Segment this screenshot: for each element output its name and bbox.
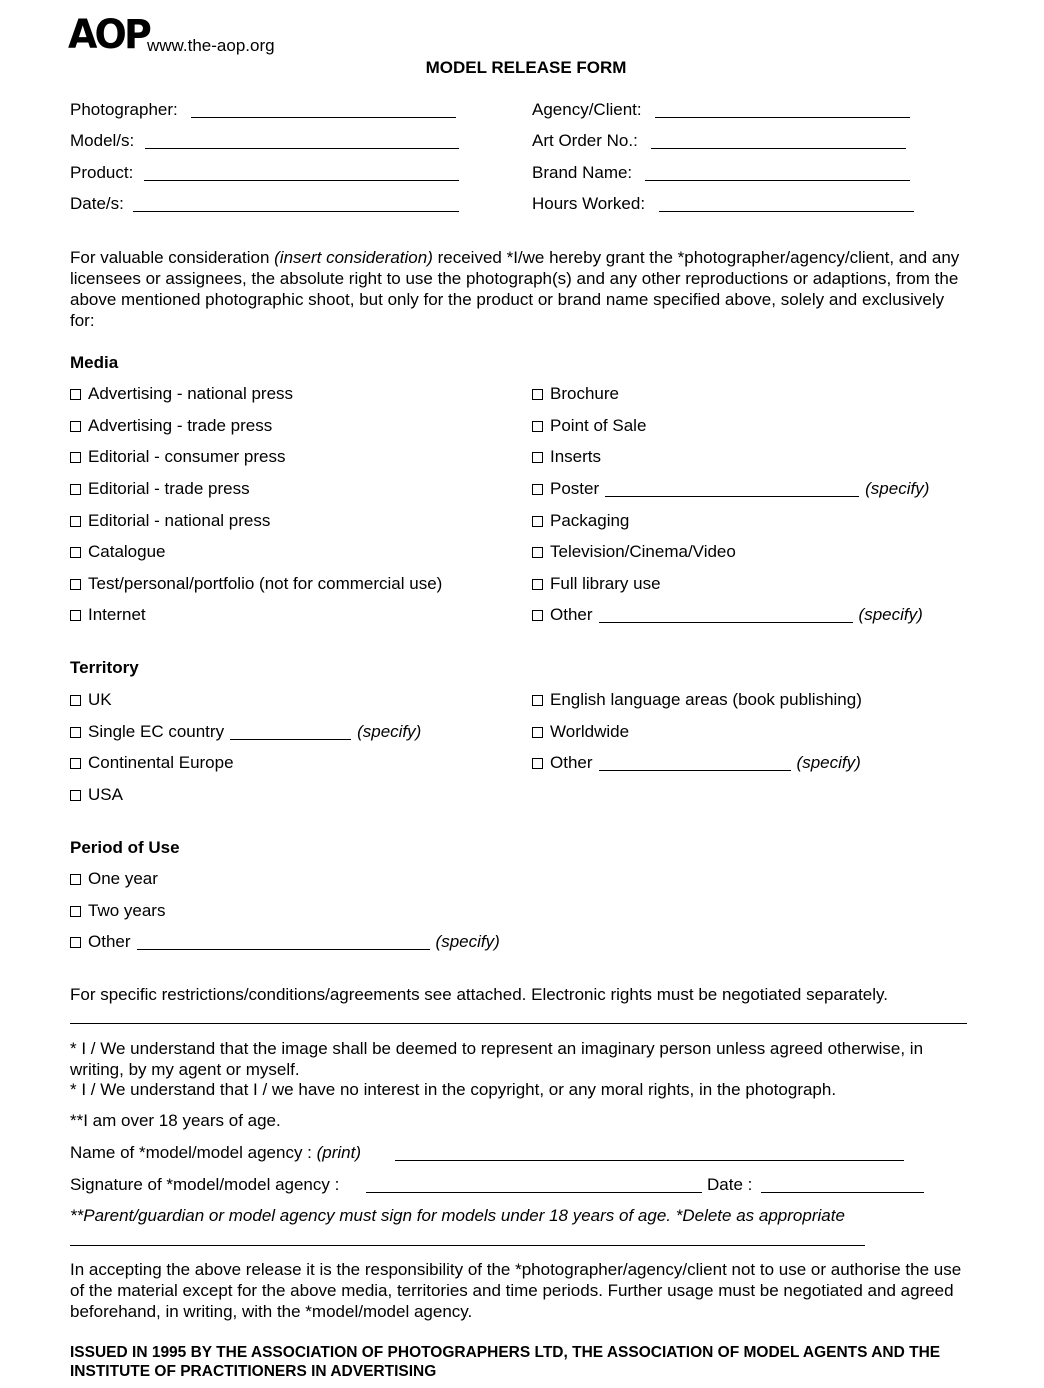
territory-option[interactable] (532, 690, 862, 710)
restrictions-text: For specific restrictions/conditions/agreements see attached. Electronic rights must be negotiated separately. (70, 985, 888, 1004)
specify-hint: (specify) (865, 479, 930, 498)
option-label: Other (88, 932, 131, 951)
media-option[interactable] (70, 479, 250, 499)
ec-country-specify-field[interactable] (230, 725, 351, 740)
restrictions-line[interactable] (70, 1023, 967, 1024)
option-label: Two years (88, 901, 166, 920)
territory-option[interactable] (532, 722, 629, 742)
media-option[interactable] (70, 605, 146, 625)
specify-hint: (specify) (435, 932, 500, 951)
poster-specify-field[interactable] (605, 482, 859, 497)
territory-option[interactable] (70, 753, 234, 773)
checkbox-icon[interactable] (70, 579, 81, 590)
period-option-other[interactable] (70, 932, 500, 952)
option-label: Advertising - national press (88, 384, 294, 403)
age-declaration: **I am over 18 years of age. (70, 1111, 281, 1130)
art-order-label: Art Order No.: (532, 131, 638, 150)
consideration-post: received *I/we hereby grant the *photographer/agency/client, and any licensees or assignees, the absolute right to use the photograph(s) and any other reproductions or adaptions, from the above mentioned photographic shoot, but only for the product or brand name specified above, solely and exclusively for: (70, 248, 960, 330)
option-label: Internet (88, 605, 146, 624)
acceptance-paragraph: In accepting the above release it is the responsibility of the *photographer/agency/client not to use or authorise the use of the material except for the above media, territories and time periods. Further usage must be negotiated and agreed beforehand, in writing, with the *model/model agency. (70, 1260, 962, 1321)
media-option[interactable] (70, 384, 293, 404)
checkbox-icon[interactable] (70, 452, 81, 463)
option-label: UK (88, 690, 112, 709)
media-option[interactable] (532, 416, 646, 436)
hours-worked-label: Hours Worked: (532, 194, 646, 213)
consideration-pre: For valuable consideration (70, 248, 275, 267)
option-label: Continental Europe (88, 753, 234, 772)
consideration-paragraph (70, 247, 970, 331)
specify-hint: (specify) (357, 722, 422, 741)
territory-heading: Territory (70, 658, 139, 677)
checkbox-icon[interactable] (70, 874, 81, 885)
option-label: Advertising - trade press (88, 416, 273, 435)
photographer-field[interactable] (191, 117, 456, 118)
imaginary-person-declaration: * I / We understand that the image shall be deemed to represent an imaginary person unless agreed otherwise, in writing, by my agent or myself. (70, 1039, 924, 1079)
guardian-signature-line[interactable] (70, 1245, 865, 1246)
media-option[interactable] (70, 447, 285, 467)
name-label (70, 1143, 361, 1163)
territory-option[interactable] (70, 785, 123, 805)
option-label: Full library use (550, 574, 661, 593)
option-label: Other (550, 605, 593, 624)
checkbox-icon[interactable] (532, 452, 543, 463)
checkbox-icon[interactable] (70, 906, 81, 917)
option-label: Poster (550, 479, 600, 498)
checkbox-icon[interactable] (70, 389, 81, 400)
dates-field[interactable] (133, 211, 459, 212)
media-option[interactable] (532, 574, 661, 594)
option-label: Brochure (550, 384, 619, 403)
specify-hint: (specify) (796, 753, 861, 772)
photographer-label: Photographer: (70, 100, 178, 119)
option-label: English language areas (book publishing) (550, 690, 862, 709)
period-option[interactable] (70, 869, 158, 889)
guardian-note: **Parent/guardian or model agency must sign for models under 18 years of age. *Delete as appropriate (70, 1206, 845, 1225)
specify-hint: (specify) (858, 605, 923, 624)
checkbox-icon[interactable] (532, 389, 543, 400)
checkbox-icon[interactable] (70, 547, 81, 558)
option-label: Editorial - consumer press (88, 447, 286, 466)
models-label: Model/s: (70, 131, 135, 150)
media-option[interactable] (532, 384, 619, 404)
checkbox-icon[interactable] (532, 695, 543, 706)
option-label: Single EC country (88, 722, 225, 741)
copyright-declaration: * I / We understand that I / we have no interest in the copyright, or any moral rights, in the photograph. (70, 1080, 837, 1099)
checkbox-icon[interactable] (532, 610, 543, 621)
period-option[interactable] (70, 901, 165, 921)
model-name-field[interactable] (395, 1160, 904, 1161)
signature-label: Signature of *model/model agency : (70, 1175, 340, 1194)
agency-client-label: Agency/Client: (532, 100, 642, 119)
territory-option-other[interactable] (532, 753, 861, 773)
option-label: Editorial - trade press (88, 479, 250, 498)
checkbox-icon[interactable] (70, 727, 81, 738)
territory-other-specify-field[interactable] (599, 756, 791, 771)
option-label: Point of Sale (550, 416, 647, 435)
checkbox-icon[interactable] (532, 579, 543, 590)
option-label: Other (550, 753, 593, 772)
media-option[interactable] (70, 574, 442, 594)
dates-label: Date/s: (70, 194, 124, 213)
aop-logo: AOP (68, 12, 150, 58)
option-label: Worldwide (550, 722, 630, 741)
product-field[interactable] (144, 180, 459, 181)
period-other-specify-field[interactable] (137, 935, 430, 950)
page-title: MODEL RELEASE FORM (425, 58, 627, 77)
checkbox-icon[interactable] (70, 695, 81, 706)
media-option[interactable] (70, 542, 166, 562)
date-label: Date : (707, 1175, 753, 1194)
territory-option-ec[interactable] (70, 722, 421, 742)
period-heading: Period of Use (70, 838, 180, 857)
territory-option[interactable] (70, 690, 112, 710)
checkbox-icon[interactable] (70, 790, 81, 801)
media-heading: Media (70, 353, 119, 372)
option-label: Packaging (550, 511, 630, 530)
checkbox-icon[interactable] (70, 516, 81, 527)
issued-by-footer: ISSUED IN 1995 BY THE ASSOCIATION OF PHOTOGRAPHERS LTD, THE ASSOCIATION OF MODEL AGENTS AND THE INSTITUTE OF PRACTITIONERS IN ADVERTISING (70, 1344, 941, 1380)
models-field[interactable] (145, 148, 459, 149)
brand-name-field[interactable] (645, 180, 910, 181)
option-label: One year (88, 869, 158, 888)
checkbox-icon[interactable] (70, 421, 81, 432)
option-label: Editorial - national press (88, 511, 271, 530)
hours-worked-field[interactable] (659, 211, 914, 212)
option-label: Inserts (550, 447, 602, 466)
media-other-specify-field[interactable] (599, 608, 853, 623)
media-option[interactable] (70, 511, 270, 531)
checkbox-icon[interactable] (532, 421, 543, 432)
art-order-field[interactable] (651, 148, 906, 149)
checkbox-icon[interactable] (70, 610, 81, 621)
print-hint: (print) (316, 1143, 362, 1162)
brand-name-label: Brand Name: (532, 163, 633, 182)
media-option-other[interactable] (532, 605, 923, 625)
checkbox-icon[interactable] (532, 516, 543, 527)
product-label: Product: (70, 163, 134, 182)
media-option[interactable] (532, 542, 736, 562)
option-label: Test/personal/portfolio (not for commercial use) (88, 574, 443, 593)
checkbox-icon[interactable] (532, 484, 543, 495)
agency-client-field[interactable] (655, 117, 910, 118)
checkbox-icon[interactable] (532, 727, 543, 738)
media-option[interactable] (70, 416, 272, 436)
checkbox-icon[interactable] (532, 547, 543, 558)
name-label-text: Name of *model/model agency : (70, 1143, 317, 1162)
date-field[interactable] (761, 1192, 924, 1193)
media-option-poster[interactable] (532, 479, 929, 499)
consideration-italic: (insert consideration) (274, 248, 433, 267)
option-label: USA (88, 785, 123, 804)
option-label: Television/Cinema/Video (550, 542, 736, 561)
option-label: Catalogue (88, 542, 166, 561)
checkbox-icon[interactable] (532, 758, 543, 769)
website-url[interactable]: www.the-aop.org (147, 36, 275, 55)
signature-field[interactable] (366, 1192, 702, 1193)
checkbox-icon[interactable] (70, 758, 81, 769)
checkbox-icon[interactable] (70, 484, 81, 495)
media-option[interactable] (532, 447, 601, 467)
checkbox-icon[interactable] (70, 937, 81, 948)
media-option[interactable] (532, 511, 629, 531)
